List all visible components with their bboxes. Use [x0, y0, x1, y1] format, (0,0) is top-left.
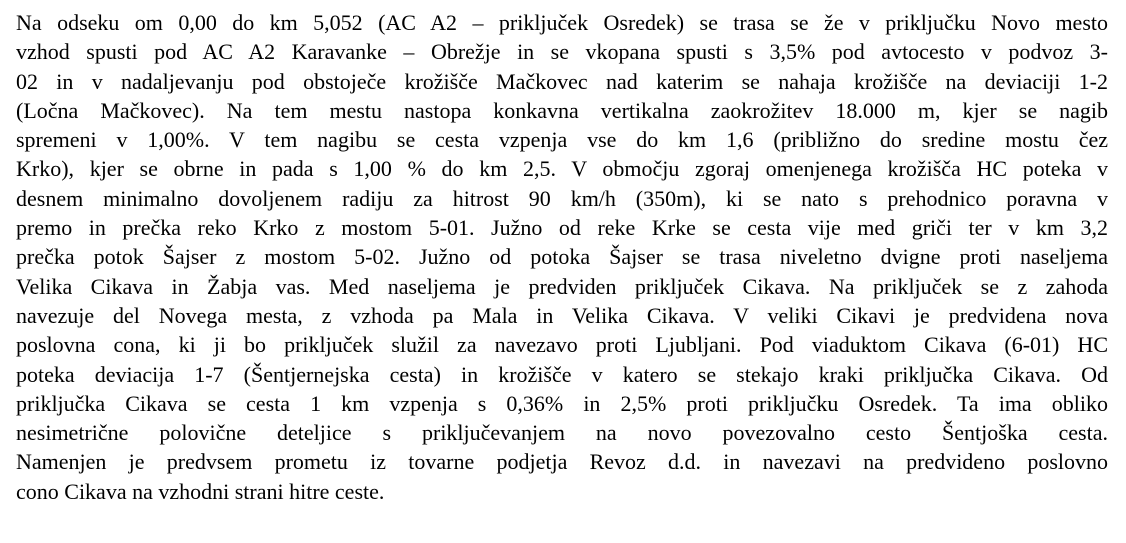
paragraph-line: cono Cikava na vzhodni strani hitre ceste. [16, 478, 385, 504]
paragraph-line: navezuje del Novega mesta, z vzhoda pa Mala in Velika Cikava. V veliki Cikavi je predvidena nova [16, 302, 1108, 328]
paragraph-line: poslovna cona, ki ji bo priključek služil za navezavo proti Ljubljani. Pod viaduktom Cikava (6-01) HC [16, 332, 1108, 358]
paragraph-line: priključka Cikava se cesta 1 km vzpenja s 0,36% in 2,5% proti priključku Osredek. Ta ima obliko [16, 390, 1108, 416]
paragraph-line: Na odseku om 0,00 do km 5,052 (AC A2 – priključek Osredek) se trasa se že v priključku Novo mesto [16, 10, 1108, 35]
paragraph-line: Namenjen je predvsem prometu iz tovarne podjetja Revoz d.d. in navezavi na predvideno poslovno [16, 449, 1108, 475]
paragraph-line: desnem minimalno dovoljenem radiju za hitrost 90 km/h (350m), ki se nato s prehodnico poravna v [16, 185, 1108, 211]
paragraph-line: Velika Cikava in Žabja vas. Med naseljema je predviden priključek Cikava. Na priključek se z zahoda [16, 273, 1108, 299]
paragraph-line: (Ločna Mačkovec). Na tem mestu nastopa konkavna vertikalna zaokrožitev 18.000 m, kjer se nagib [16, 97, 1108, 123]
paragraph-line: spremeni v 1,00%. V tem nagibu se cesta vzpenja vse do km 1,6 (približno do sredine mostu čez [16, 127, 1108, 153]
body-paragraph [16, 8, 1108, 506]
paragraph-line: prečka potok Šajser z mostom 5-02. Južno od potoka Šajser se trasa niveletno dvigne proti naseljema [16, 244, 1108, 270]
paragraph-line: 02 in v nadaljevanju pod obstoječe krožišče Mačkovec nad katerim se nahaja krožišče na deviaciji 1-2 [16, 68, 1108, 94]
paragraph-line: vzhod spusti pod AC A2 Karavanke – Obrežje in se vkopana spusti s 3,5% pod avtocesto v podvoz 3- [16, 39, 1108, 65]
paragraph-line: nesimetrične polovične deteljice s priključevanjem na novo povezovalno cesto Šentjoška cesta. [16, 420, 1108, 446]
paragraph-line: Krko), kjer se obrne in pada s 1,00 % do km 2,5. V območju zgoraj omenjenega krožišča HC poteka v [16, 156, 1108, 182]
paragraph-line: poteka deviacija 1-7 (Šentjernejska cesta) in krožišče v katero se stekajo kraki priključka Cikava. Od [16, 361, 1108, 387]
paragraph-line: premo in prečka reko Krko z mostom 5-01. Južno od reke Krke se cesta vije med griči ter v km 3,2 [16, 215, 1108, 241]
